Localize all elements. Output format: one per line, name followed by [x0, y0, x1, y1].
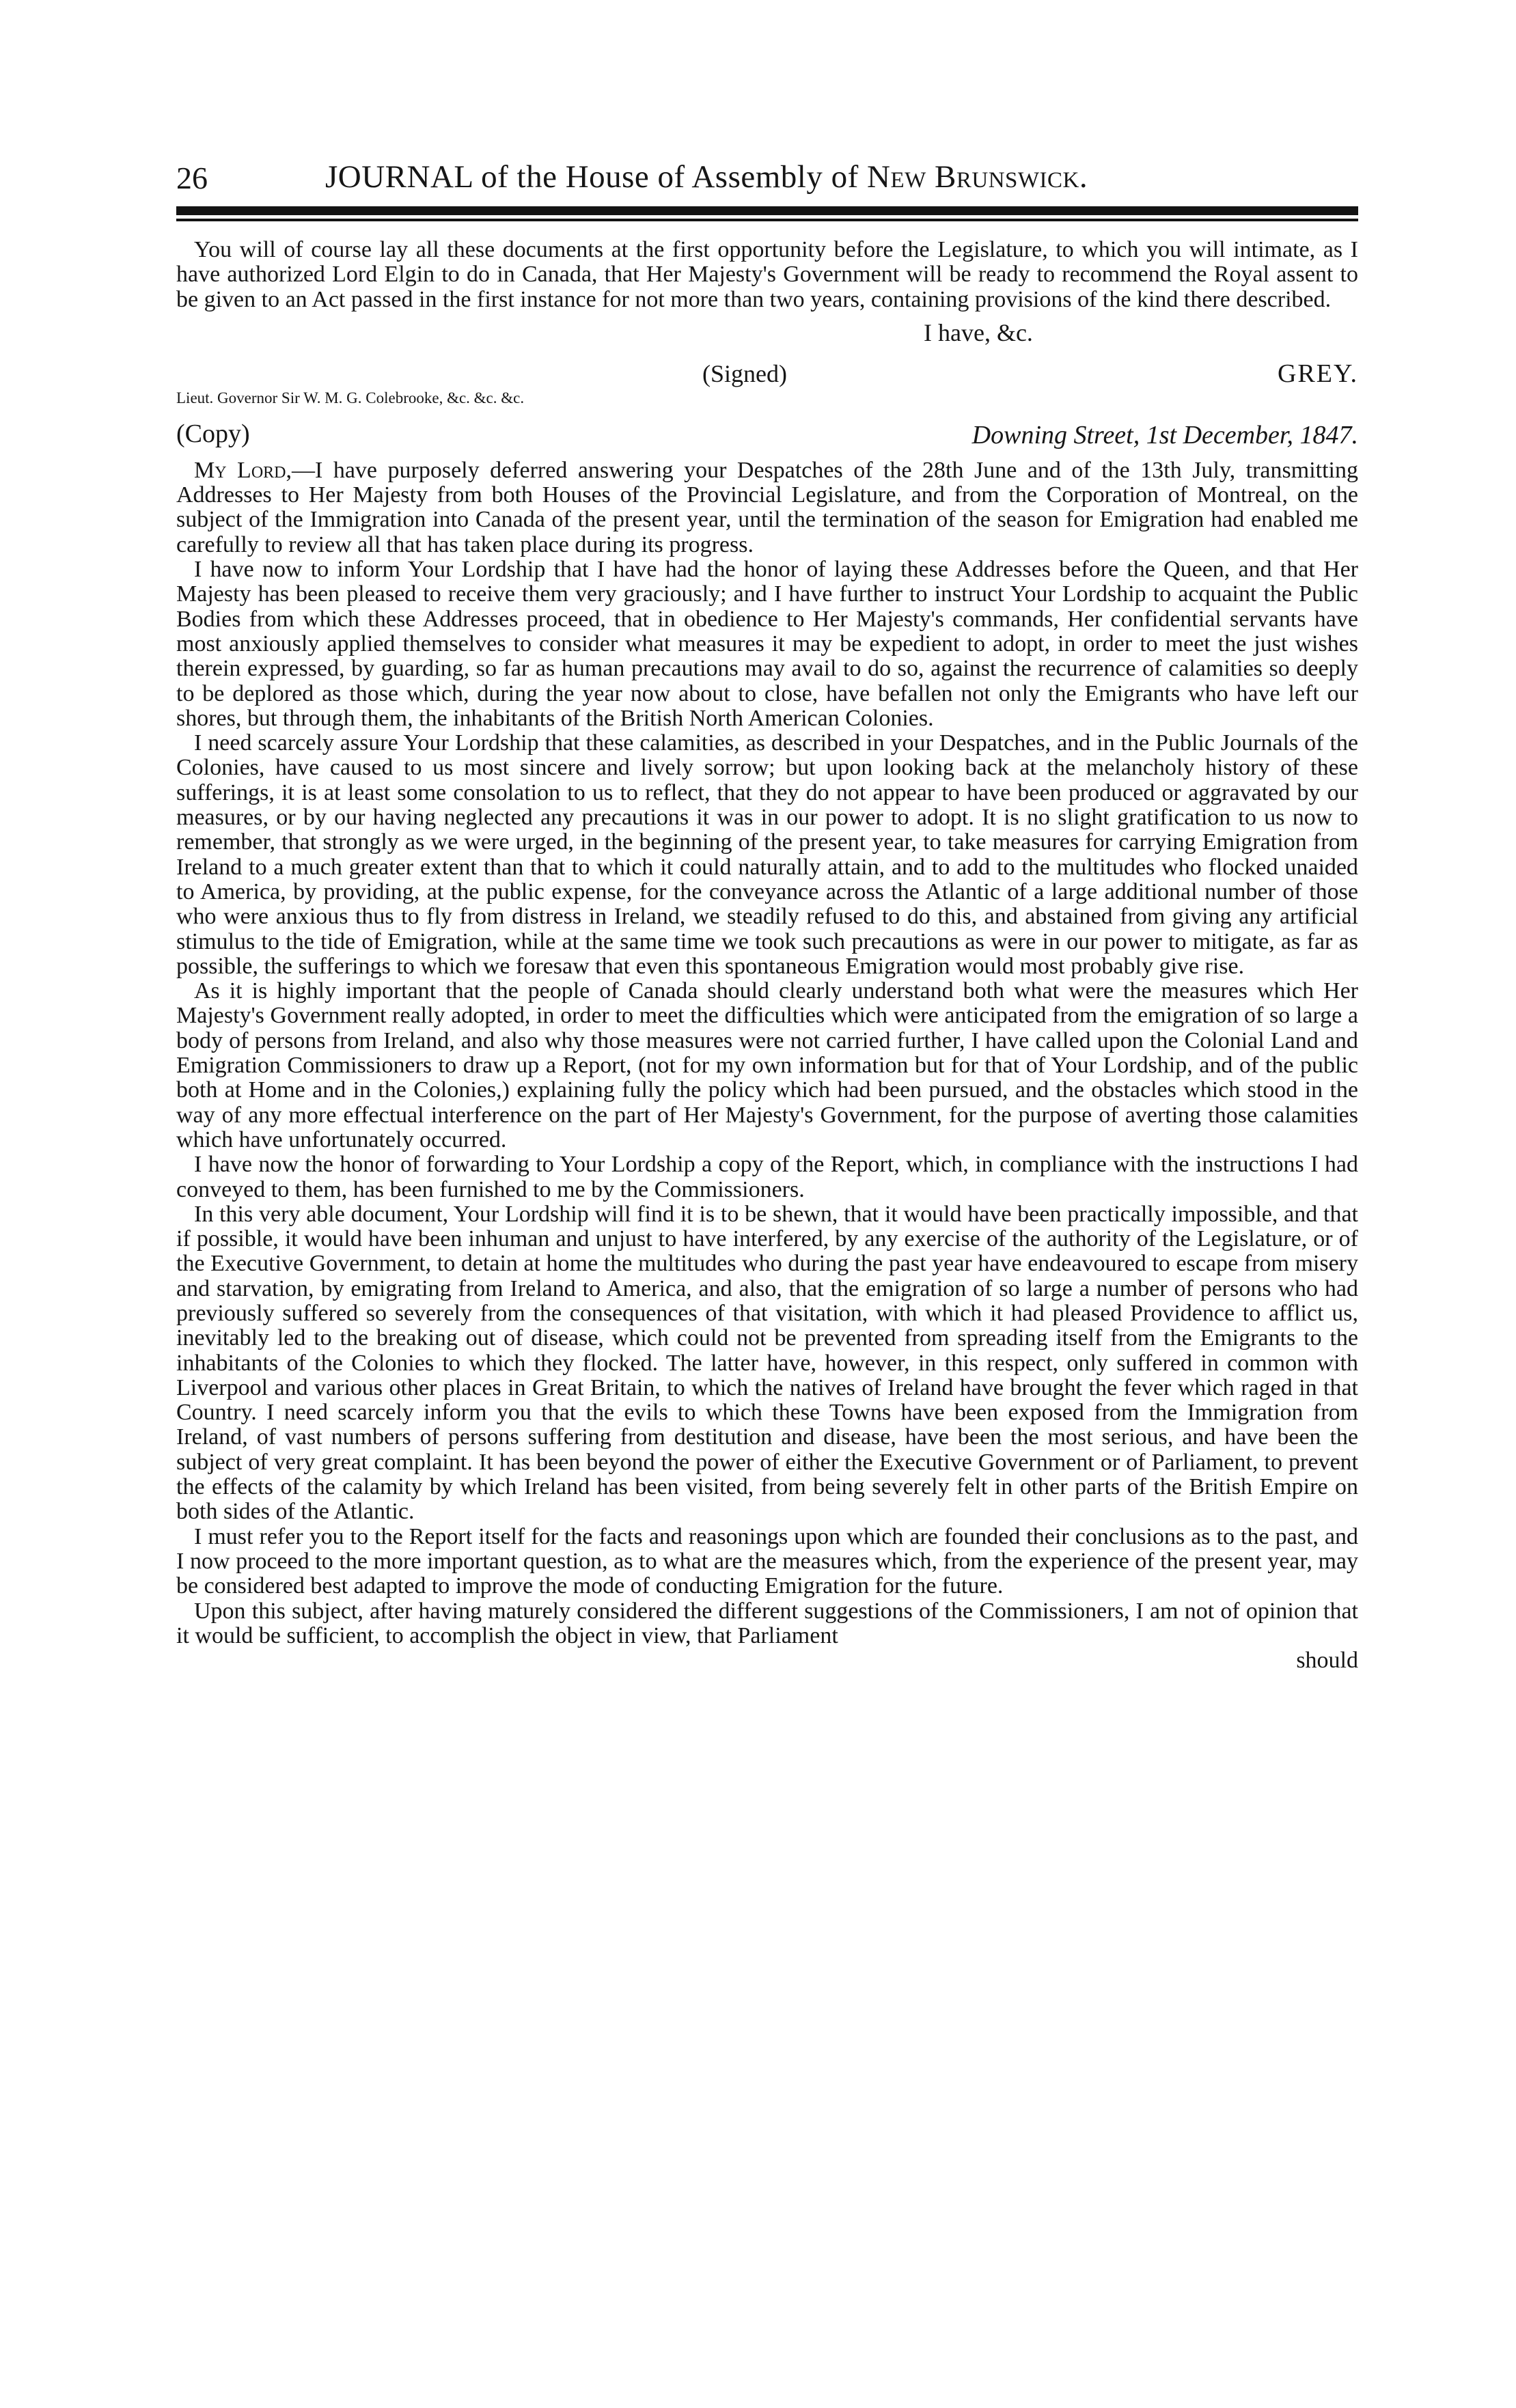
page-body	[176, 238, 1358, 1673]
signature-name: GREY.	[1277, 359, 1358, 388]
page-header	[176, 157, 1358, 205]
letter-paragraph: As it is highly important that the people of Canada should clearly understand both what were the measures which Her Majesty's Government really adopted, in order to meet the difficulties which were anticipated from the emigration of so large a body of persons from Ireland, and also why those measures were not carried further, I have called upon the Colonial Land and Emigration Commissioners to draw up a Report, (not for my own information but for that of Your Lordship, and of the public both at Home and in the Colonies,) explaining fully the policy which had been pursued, and the obstacles which stood in the way of any more effectual interference on the part of Her Majesty's Government, for the purpose of averting those calamities which have unfortunately occurred.	[176, 978, 1358, 1152]
letter-paragraph: In this very able document, Your Lordship will find it is to be shewn, that it would have been practically impossible, and that if possible, it would have been inhuman and unjust to have interfered, by any exercise of the authority of the Legislature, or of the Executive Government, to detain at home the multitudes who during the past year have endeavoured to escape from misery and starvation, by emigrating from Ireland to America, and also, that the emigration of so large a number of persons who had previously suffered so severely from the consequences of that visitation, with which it had pleased Providence to afflict us, inevitably led to the breaking out of disease, which could not be prevented from spreading itself from the Emigrants to the inhabitants of the Colonies to which they flocked. The latter have, however, in this respect, only suffered in common with Liverpool and various other places in Great Britain, to which the natives of Ireland have brought the fever which raged in that Country. I need scarcely inform you that the evils to which these Towns have been exposed from the Immigration from Ireland, of vast numbers of persons suffering from destitution and disease, have been the most serious, and have been the subject of very great complaint. It has been beyond the power of either the Executive Government or of Parliament, to prevent the effects of the calamity by which Ireland has been visited, from being severely felt in other parts of the British Empire on both sides of the Atlantic.	[176, 1201, 1358, 1525]
letter-paragraph: I have now to inform Your Lordship that I have had the honor of laying these Addresses before the Queen, and that Her Majesty has been pleased to receive them very graciously; and I have further to instruct Your Lordship to acquaint the Public Bodies from which these Addresses proceed, that in obedience to Her Majesty's commands, Her confidential servants have most anxiously applied themselves to consider what measures it may be expedient to adopt, in order to meet the just wishes therein expressed, by guarding, so far as human precautions may avail to do so, against the recurrence of calamities so deeply to be deplored as those which, during the year now about to close, have befallen not only the Emigrants who have left our shores, but through them, the inhabitants of the British North American Colonies.	[176, 557, 1358, 731]
signature-signed: (Signed)	[702, 359, 787, 387]
dateline: Downing Street, 1st December, 1847.	[971, 420, 1358, 449]
letter-paragraph-text: —I have purposely deferred answering your Despatches of the 28th June and of the 13th July, transmitting Addresses to Her Majesty from both Houses of the Provincial Legislature, and from the Corporation of Montreal, on the subject of the Immigration into Canada of the present year, until the termination of the season for Emigration had enabled me carefully to review all that has taken place during its progress.	[176, 457, 1358, 557]
signature-block	[176, 312, 1358, 415]
letter-paragraph: I need scarcely assure Your Lordship that these calamities, as described in your Despatches, and in the Public Journals of the Colonies, have caused to us most sincere and lively sorrow; but upon looking back at the melancholy history of these sufferings, it is at least some consolation to us to reflect, that they do not appear to have been produced or aggravated by our measures, or by our having neglected any precautions it was in our power to adopt. It is no slight gratification to us now to remember, that strongly as we were urged, in the beginning of the present year, to take measures for carrying Emigration from Ireland to a much greater extent than that to which it could naturally attain, and to add to the multitudes who flocked unaided to America, by providing, at the public expense, for the conveyance across the Atlantic of a large additional number of those who were anxious thus to fly from distress in Ireland, we steadily refused to do this, and abstained from giving any artificial stimulus to the tide of Emigration, while at the same time we took such precautions as were in our power to mitigate, as far as possible, the sufferings to which we foresaw that even this spontaneous Emigration would most probably give rise.	[176, 730, 1358, 979]
signature-addressee: Lieut. Governor Sir W. M. G. Colebrooke, &c. &c. &c.	[176, 389, 525, 406]
letter-paragraph	[176, 458, 1358, 557]
running-head-title: JOURNAL of the House of Assembly of	[325, 159, 859, 195]
header-rule-thick	[176, 206, 1358, 215]
signature-closing: I have, &c.	[924, 318, 1033, 346]
letter-paragraph: Upon this subject, after having maturely considered the different suggestions of the Commissioners, I am not of opinion that it would be sufficient, to accomplish the object in view, that Parliament	[176, 1598, 1358, 1648]
document-page	[176, 157, 1358, 2370]
letter-heading	[176, 420, 1358, 458]
running-head-place: New Brunswick.	[867, 159, 1088, 195]
copy-label: (Copy)	[176, 419, 250, 448]
salutation: My Lord,	[194, 457, 292, 483]
page-number: 26	[176, 161, 208, 195]
header-rule-thin	[176, 219, 1358, 221]
intro-paragraph: You will of course lay all these documents at the first opportunity before the Legislature, to which you will intimate, as I have authorized Lord Elgin to do in Canada, that Her Majesty's Government will be ready to recommend the Royal assent to be given to an Act passed in the first instance for not more than two years, containing provisions of the kind there described.	[176, 237, 1358, 312]
letter-paragraph: I must refer you to the Report itself for the facts and reasonings upon which are founded their conclusions as to the past, and I now proceed to the more important question, as to what are the measures which, from the experience of the present year, may be considered best adapted to improve the mode of conducting Emigration for the future.	[176, 1523, 1358, 1599]
letter-paragraph: I have now the honor of forwarding to Your Lordship a copy of the Report, which, in compliance with the instructions I had conveyed to them, has been furnished to me by the Commissioners.	[176, 1152, 1358, 1202]
running-head	[325, 158, 1088, 195]
catchword: should	[1296, 1648, 1358, 1674]
